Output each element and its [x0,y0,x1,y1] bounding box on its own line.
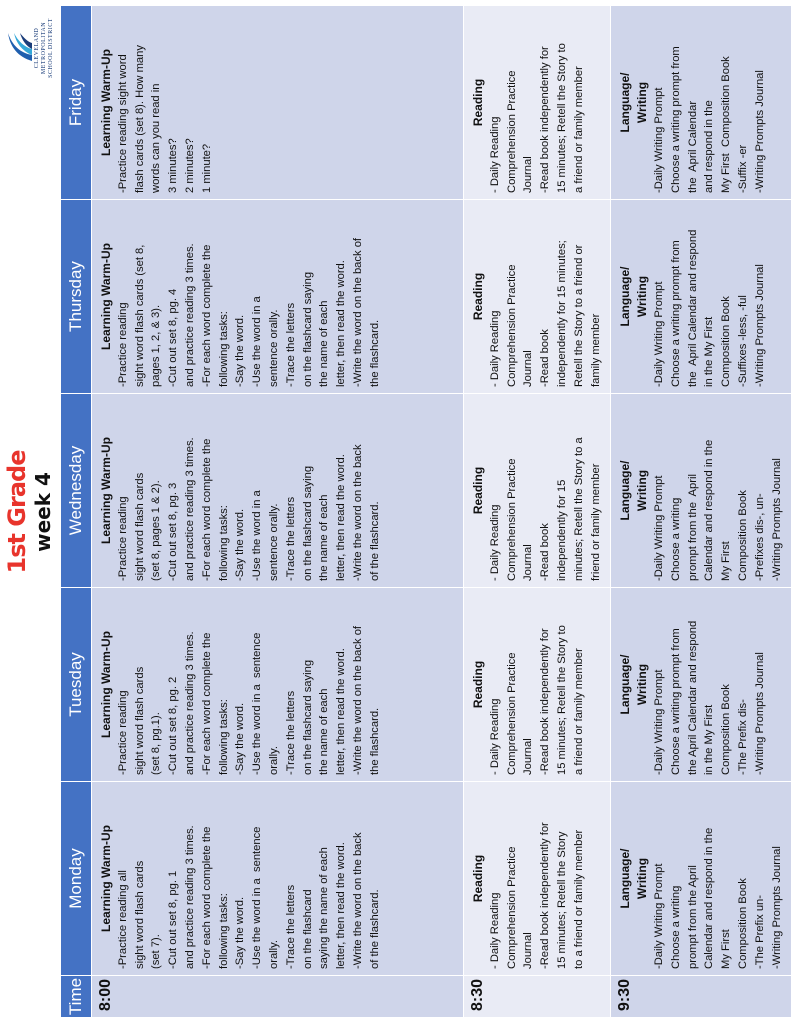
activity-heading: Reading [471,660,485,709]
activity-line: -Trace the letters [284,690,297,775]
activity-line: -Write the word on the back [351,444,364,581]
activity-cell-friday [464,6,611,200]
activity-line: pages 1, 2, & 3). [150,304,163,387]
activity-line: letter, then read the word. [335,842,348,969]
activity-heading: Learning Warm-Up [99,631,113,738]
activity-line: Calendar and respond in the [703,827,716,969]
activity-line: -Trace the letters [284,302,297,387]
activity-line: -Read book independently for [539,822,552,969]
activity-line: -Say the word. [234,314,247,387]
activity-line: -Write the word on the back of [351,625,364,775]
activity-line: of the flashcard. [368,501,381,581]
activity-line: - Daily Reading [488,698,501,775]
activity-line: -Write the word on the back of [351,237,364,387]
activity-line: following tasks: [217,699,230,775]
activity-line: -The Prefix un- [753,895,766,969]
activity-line: -Use the word in a [251,490,264,581]
activity-line: to a friend or family member [572,829,585,969]
activity-cell-tuesday [464,588,611,782]
activity-cell-friday [92,6,464,200]
activity-line: the name of each [318,300,331,387]
activity-line: the flashcard. [368,707,381,775]
activity-line: -Write the word on the back [351,832,364,969]
logo-line-2: METROPOLITAN [41,21,47,75]
activity-line: -Writing Prompts Journal [770,846,783,969]
activity-line: orally. [267,745,280,775]
activity-heading: Reading [471,78,485,127]
activity-line: -Writing Prompts Journal [770,458,783,581]
activity-line: -Cut out set 8, pg. 1 [167,870,180,969]
activity-line: -Cut out set 8, pg. 4 [167,288,180,387]
activity-line: on the flashcard [301,889,314,969]
activity-line: sight word flash cards [133,860,146,969]
activity-line: Choose a writing prompt from [669,240,682,387]
activity-line: Journal [522,544,535,581]
activity-line: 1 minute? [200,143,213,193]
activity-cell-monday [92,782,464,976]
schedule-row [611,6,792,1018]
activity-line: sentence orally. [267,309,280,387]
swoosh-logo-icon [4,31,34,65]
activity-cell-wednesday [464,394,611,588]
activity-line: of the flashcard. [368,889,381,969]
activity-line: Composition Book [720,684,733,775]
activity-line: -For each word complete the [200,244,213,387]
activity-line: -Daily Writing Prompt [652,87,665,193]
activity-line: Choose a writing prompt from [669,46,682,193]
grade-title: 1st Grade [3,450,31,574]
activity-line: -Say the word. [234,896,247,969]
activity-line: 15 minutes; Retell the Story to [555,43,568,193]
activity-line: (set 8, pages 1 & 2). [150,480,163,581]
activity-line: 15 minutes; Retell the Story to [555,625,568,775]
activity-line: letter, then read the word. [335,260,348,387]
activity-line: Journal [522,738,535,775]
activity-line: Choose a writing [669,497,682,581]
activity-line: -Practice reading [116,690,129,775]
activity-line: -Daily Writing Prompt [652,281,665,387]
activity-line: -Writing Prompts Journal [753,264,766,387]
activity-line: -Read book independently for [539,46,552,193]
activity-line: letter, then read the word. [335,648,348,775]
activity-line: -Cut out set 8, pg. 2 [167,676,180,775]
activity-cell-tuesday [611,588,792,782]
activity-line: family member [589,313,602,387]
activity-line: the name of each [318,688,331,775]
activity-line: -Prefixes dis-, un- [753,493,766,581]
activity-line: My First Composition Book [720,56,733,193]
activity-line: -Practice reading [116,302,129,387]
activity-line: prompt from the April [686,865,699,969]
activity-line: -For each word complete the [200,438,213,581]
weekly-schedule-table [60,5,792,1018]
activity-line: the name of each [318,494,331,581]
activity-line: Comprehension Practice [505,846,518,969]
activity-cell-wednesday [611,394,792,588]
activity-heading: Learning Warm-Up [99,825,113,932]
activity-line: -Read book [539,523,552,581]
activity-line: prompt from the April [686,474,699,581]
activity-line: -Use the word in a [251,296,264,387]
activity-line: sight word flash cards [133,666,146,775]
activity-cell-thursday [464,200,611,394]
activity-line: - Daily Reading [488,310,501,387]
activity-heading: Reading [471,854,485,903]
activity-line: Choose a writing [669,885,682,969]
activity-line: Comprehension Practice [505,264,518,387]
activity-line: following tasks: [217,893,230,969]
activity-line: -Trace the letters [284,496,297,581]
activity-line: Comprehension Practice [505,70,518,193]
activity-line: -Say the word. [234,508,247,581]
activity-line: Choose a writing prompt from [669,628,682,775]
activity-line: - Daily Reading [488,116,501,193]
activity-line: - Daily Reading [488,892,501,969]
activity-line: My First [720,541,733,581]
activity-line: and practice reading 3 times. [183,825,196,969]
activity-line: words can you read in [150,83,163,193]
activity-line: -Read book independently for [539,628,552,775]
activity-line: sentence orally. [267,503,280,581]
activity-line: the April Calendar and respond [686,620,699,775]
activity-line: Composition Book [736,490,749,581]
activity-cell-monday [464,782,611,976]
activity-heading: Language/ Writing [618,654,650,715]
activity-line: Calendar and respond in the [703,439,716,581]
activity-line: flash cards (set 8). How many [133,45,146,193]
activity-line: -Use the word in a sentence [251,632,264,775]
activity-line: minutes; Retell the Story to a [572,437,585,581]
activity-line: and practice reading 3 times. [183,243,196,387]
activity-line: the April Calendar and respond [686,229,699,387]
activity-line: Journal [522,932,535,969]
col-header-time: Time [61,976,92,1018]
activity-line: -For each word complete the [200,632,213,775]
activity-line: independently for 15 [555,479,568,581]
activity-line: 3 minutes? [167,138,180,193]
activity-line: on the flashcard saying [301,271,314,387]
activity-line: the flashcard. [368,319,381,387]
activity-line: -Daily Writing Prompt [652,669,665,775]
district-logo [4,8,60,88]
logo-line-1: CLEVELAND [34,27,40,69]
week-title: week 4 [31,472,55,552]
activity-line: -Trace the letters [284,884,297,969]
activity-line: -Suffix -er [736,144,749,193]
activity-heading: Language/ Writing [618,72,650,133]
activity-line: on the flashcard saying [301,465,314,581]
col-header-friday: Friday [61,6,92,200]
time-cell: 8:00 [92,976,464,1018]
activity-line: - Daily Reading [488,504,501,581]
activity-line: and respond in the [703,100,716,193]
activity-line: following tasks: [217,311,230,387]
activity-line: -Writing Prompts Journal [753,70,766,193]
activity-line: -Practice reading [116,496,129,581]
time-cell: 9:30 [611,976,792,1018]
activity-line: Comprehension Practice [505,652,518,775]
activity-line: and practice reading 3 times. [183,631,196,775]
activity-heading: Learning Warm-Up [99,243,113,350]
activity-line: My First [720,929,733,969]
activity-line: -Read book [539,329,552,387]
activity-heading: Language/ Writing [618,848,650,909]
activity-line: following tasks: [217,505,230,581]
activity-line: 15 minutes; Retell the Story [555,831,568,969]
activity-line: sight word flash cards [133,472,146,581]
activity-line: a friend or family member [572,648,585,775]
activity-line: independently for 15 minutes; [555,240,568,387]
activity-heading: Reading [471,466,485,515]
schedule-row [464,6,611,1018]
activity-cell-thursday [92,200,464,394]
activity-line: Composition Book [720,296,733,387]
activity-line: -Say the word. [234,702,247,775]
page-title [2,0,62,1024]
activity-line: -Use the word in a sentence [251,826,264,969]
activity-line: -Practice reading all [116,870,129,969]
activity-line: saying the name of each [318,847,331,969]
activity-line: (set 7). [150,934,163,969]
activity-line: in the My First [703,704,716,775]
logo-line-3: SCHOOL DISTRICT [48,18,54,78]
activity-line: the April Calendar [686,100,699,193]
header-row [61,6,92,1018]
activity-line: 2 minutes? [183,138,196,193]
activity-heading: Reading [471,272,485,321]
activity-line: Comprehension Practice [505,458,518,581]
col-header-wednesday: Wednesday [61,394,92,588]
activity-line: -Daily Writing Prompt [652,863,665,969]
activity-line: -Practice reading sight word [116,54,129,193]
activity-line: -Daily Writing Prompt [652,475,665,581]
activity-line: a friend or family member [572,66,585,193]
activity-heading: Language/ Writing [618,266,650,327]
activity-line: Retell the Story to a friend or [572,244,585,387]
activity-line: in the My First [703,316,716,387]
activity-line: -Cut out set 8, pg. 3 [167,482,180,581]
activity-line: Composition Book [736,878,749,969]
activity-heading: Language/ Writing [618,460,650,521]
activity-line: on the flashcard saying [301,659,314,775]
activity-line: and practice reading 3 times. [183,437,196,581]
activity-heading: Learning Warm-Up [99,49,113,156]
activity-cell-monday [611,782,792,976]
activity-line: sight word flash cards (set 8, [133,244,146,387]
activity-line: -For each word complete the [200,826,213,969]
activity-line: -The Prefix dis- [736,699,749,775]
col-header-thursday: Thursday [61,200,92,394]
schedule-row [92,6,464,1018]
activity-cell-tuesday [92,588,464,782]
time-cell: 8:30 [464,976,611,1018]
activity-line: Journal [522,156,535,193]
col-header-tuesday: Tuesday [61,588,92,782]
col-header-monday: Monday [61,782,92,976]
activity-cell-friday [611,6,792,200]
activity-heading: Learning Warm-Up [99,437,113,544]
activity-line: friend or family member [589,463,602,581]
activity-line: -Suffixes -less, -ful [736,295,749,387]
activity-line: -Writing Prompts Journal [753,652,766,775]
activity-cell-wednesday [92,394,464,588]
activity-line: orally. [267,939,280,969]
activity-line: letter, then read the word. [335,454,348,581]
activity-line: Journal [522,350,535,387]
activity-line: (set 8, pg.1). [150,712,163,775]
activity-cell-thursday [611,200,792,394]
